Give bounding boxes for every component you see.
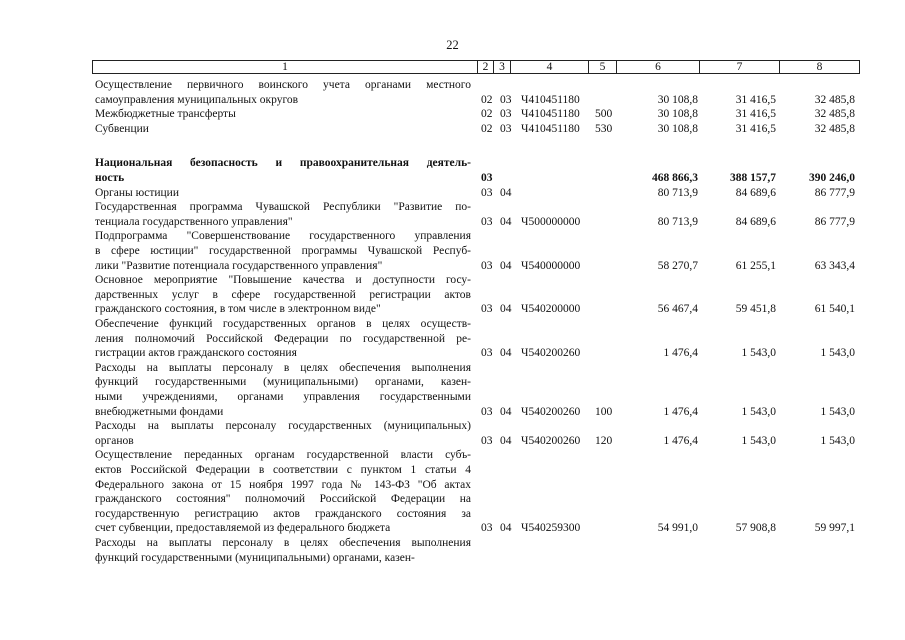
description-line: государственную регистрацию актов гражданского состояния за (95, 507, 471, 520)
cell-col-8: 1 543,0 (820, 434, 855, 447)
cell-col-6: 1 476,4 (663, 434, 698, 447)
row-description (95, 419, 471, 448)
description-line: счет субвенции, предоставляемой из федерального бюджета (95, 522, 391, 535)
cell-col-5: 120 (595, 434, 613, 447)
header-col-3: 3 (494, 61, 511, 73)
row-description (95, 229, 471, 273)
description-line: гражданского состояния, в том числе в электронном виде" (95, 303, 381, 316)
cell-col-7: 388 157,7 (730, 171, 776, 184)
cell-col-6: 80 713,9 (657, 186, 698, 199)
cell-col-8: 32 485,8 (814, 93, 855, 106)
cell-col-6: 1 476,4 (663, 347, 698, 360)
row-description (95, 317, 471, 361)
table-row (0, 200, 905, 229)
description-line: функций государственными (муниципальными) органами, казен- (95, 376, 471, 389)
cell-col-8: 32 485,8 (814, 122, 855, 135)
cell-col-8: 1 543,0 (820, 347, 855, 360)
page-number: 22 (446, 38, 459, 52)
cell-col-7: 84 689,6 (735, 215, 776, 228)
description-line: Расходы на выплаты персоналу государственных (муниципальных) (95, 420, 471, 433)
description-line: Субвенции (95, 122, 149, 135)
cell-col-3: 04 (500, 259, 512, 272)
table-row (0, 229, 905, 273)
cell-col-4: Ч540259300 (521, 522, 581, 535)
cell-col-4: Ч540000000 (521, 259, 581, 272)
description-line: гистрации актов гражданского состояния (95, 347, 297, 360)
table-row (0, 122, 905, 137)
cell-col-2: 03 (481, 186, 493, 199)
description-line: Государственная программа Чувашской Республики "Развитие по- (95, 201, 471, 214)
cell-col-8: 390 246,0 (809, 171, 855, 184)
cell-col-4: Ч540200260 (521, 405, 581, 418)
description-line: Подпрограмма "Совершенствование государственного управления (95, 230, 471, 243)
header-col-8: 8 (816, 61, 823, 73)
cell-col-7: 59 451,8 (735, 303, 776, 316)
description-line: Национальная безопасность и правоохранительная деятель- (95, 157, 471, 170)
cell-col-2: 03 (481, 259, 493, 272)
header-col-1: 1 (93, 61, 478, 73)
row-description (95, 78, 471, 107)
cell-col-6: 30 108,8 (657, 122, 698, 135)
cell-col-3: 04 (500, 405, 512, 418)
table-row (0, 186, 905, 201)
cell-col-3: 03 (500, 93, 512, 106)
cell-col-3: 04 (500, 434, 512, 447)
cell-col-8: 32 485,8 (814, 108, 855, 121)
cell-col-3: 04 (500, 215, 512, 228)
cell-col-3: 04 (500, 186, 512, 199)
cell-col-7: 31 416,5 (735, 93, 776, 106)
cell-col-6: 58 270,7 (657, 259, 698, 272)
cell-col-3: 04 (500, 347, 512, 360)
cell-col-4: Ч410451180 (521, 108, 580, 121)
table-row (0, 78, 905, 107)
description-line: Основное мероприятие "Повышение качества и доступности госу- (95, 274, 471, 287)
row-description (95, 122, 471, 137)
cell-col-8: 1 543,0 (820, 405, 855, 418)
description-line: Обеспечение функций государственных органов в целях осуществ- (95, 318, 471, 330)
description-line: Органы юстиции (95, 186, 179, 199)
cell-col-8: 86 777,9 (814, 186, 855, 199)
cell-col-3: 04 (500, 303, 512, 316)
row-description (95, 156, 471, 185)
row-description (95, 361, 471, 419)
cell-col-6: 468 866,3 (652, 171, 698, 184)
description-line: Расходы на выплаты персоналу в целях обеспечения выполнения (95, 361, 471, 374)
row-description (95, 448, 471, 536)
description-line: ектов Российской Федерации в соответствии с пунктом 1 статьи 4 (95, 463, 471, 476)
header-col-4: 4 (511, 61, 589, 73)
description-line: Осуществление переданных органам государственной власти субъ- (95, 449, 471, 462)
cell-col-4: Ч410451180 (521, 93, 580, 106)
cell-col-3: 04 (500, 522, 512, 535)
cell-col-7: 31 416,5 (735, 108, 776, 121)
description-line: ность (95, 171, 125, 184)
description-line: тенциала государственного управления" (95, 215, 293, 228)
cell-col-7: 1 543,0 (741, 434, 776, 447)
cell-col-8: 86 777,9 (814, 215, 855, 228)
cell-col-2: 03 (481, 405, 493, 418)
row-description (95, 200, 471, 229)
cell-col-4: Ч540200260 (521, 434, 581, 447)
cell-col-6: 80 713,9 (657, 215, 698, 228)
description-line: Расходы на выплаты персоналу в целях обеспечения выполнения (95, 537, 471, 549)
description-line: Межбюджетные трансферты (95, 108, 236, 121)
table-row (0, 273, 905, 317)
description-line: дарственных услуг в сфере государственной регистрации актов (95, 288, 471, 301)
row-description (95, 186, 471, 201)
cell-col-2: 03 (481, 215, 493, 228)
description-line: в сфере юстиции" государственной программы Чувашской Респуб- (95, 244, 471, 257)
cell-col-3: 03 (500, 122, 512, 135)
description-line: органов (95, 434, 134, 447)
header-col-6: 6 (617, 61, 700, 73)
cell-col-6: 54 991,0 (657, 522, 698, 535)
cell-col-4: Ч540200000 (521, 303, 581, 316)
cell-col-2: 03 (481, 303, 493, 316)
cell-col-4: Ч500000000 (521, 215, 581, 228)
description-line: гражданского состояния" полномочий Российской Федерации на (95, 493, 471, 506)
header-col-2: 2 (478, 61, 494, 73)
cell-col-6: 30 108,8 (657, 108, 698, 121)
cell-col-4: Ч540200260 (521, 347, 581, 360)
cell-col-3: 03 (500, 108, 512, 121)
row-description (95, 536, 471, 565)
cell-col-8: 61 540,1 (814, 303, 855, 316)
header-col-7: 7 (700, 61, 780, 73)
table-row (0, 448, 905, 536)
cell-col-5: 530 (595, 122, 613, 135)
cell-col-4: Ч410451180 (521, 122, 580, 135)
cell-col-7: 31 416,5 (735, 122, 776, 135)
cell-col-7: 84 689,6 (735, 186, 776, 199)
cell-col-7: 57 908,8 (735, 522, 776, 535)
row-description (95, 107, 471, 122)
description-line: лики "Развитие потенциала государственного управления" (95, 259, 383, 272)
cell-col-7: 1 543,0 (741, 347, 776, 360)
table-row (0, 156, 905, 185)
description-line: ными учреждениями, органами управления государственными (95, 390, 471, 403)
cell-col-2: 03 (481, 171, 493, 184)
cell-col-2: 03 (481, 522, 493, 535)
cell-col-2: 03 (481, 347, 493, 360)
description-line: функций государственными (муниципальными) органами, казен- (95, 551, 415, 564)
cell-col-6: 1 476,4 (663, 405, 698, 418)
header-col-5: 5 (589, 61, 617, 73)
table-row (0, 536, 905, 565)
cell-col-8: 63 343,4 (814, 259, 855, 272)
table-row (0, 419, 905, 448)
cell-col-8: 59 997,1 (814, 522, 855, 535)
table-row (0, 317, 905, 361)
description-line: внебюджетными фондами (95, 405, 224, 418)
cell-col-7: 1 543,0 (741, 405, 776, 418)
description-line: Федерального закона от 15 ноября 1997 года № 143-ФЗ "Об актах (95, 478, 471, 491)
cell-col-6: 30 108,8 (657, 93, 698, 106)
cell-col-2: 02 (481, 108, 493, 121)
table-row (0, 361, 905, 419)
cell-col-7: 61 255,1 (735, 259, 776, 272)
description-line: самоуправления муниципальных округов (95, 93, 299, 106)
table-row (0, 107, 905, 122)
cell-col-2: 02 (481, 122, 493, 135)
description-line: Осуществление первичного воинского учета органами местного (95, 79, 471, 91)
description-line: ления полномочий Российской Федерации по государственной ре- (95, 332, 471, 345)
cell-col-6: 56 467,4 (657, 303, 698, 316)
cell-col-2: 02 (481, 93, 493, 106)
cell-col-2: 03 (481, 434, 493, 447)
cell-col-5: 500 (595, 108, 613, 121)
row-description (95, 273, 471, 317)
cell-col-5: 100 (595, 405, 613, 418)
